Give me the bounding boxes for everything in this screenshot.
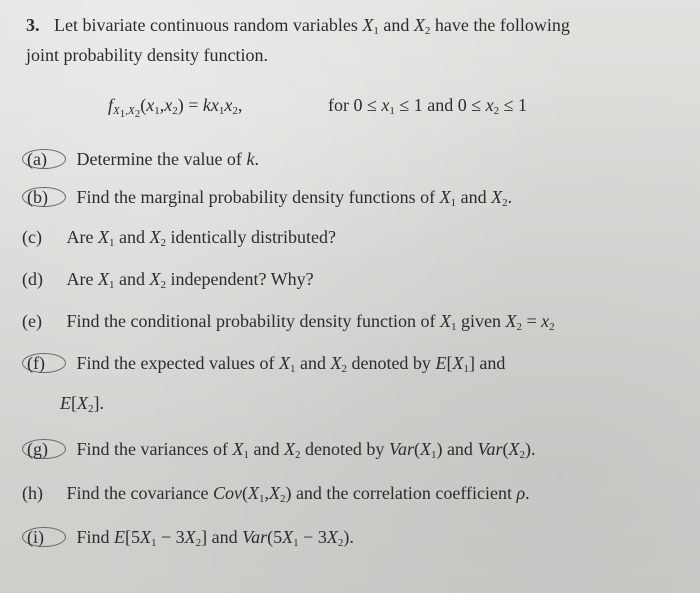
part-h-label: (h): [22, 483, 43, 503]
part-b: (b) Find the marginal probability density functions of $X_1$ and $X_2$.: [22, 186, 512, 214]
part-d-label: (d): [22, 269, 43, 289]
pdf-condition: for $0 \le x_1 \le 1$ and $0 \le x_2 \le 1$: [328, 95, 528, 117]
part-i: (i) Find $E[5X_1 - 3X_2]$ and $Var(5X_1 - 3X_2)$.: [22, 526, 354, 554]
part-f: (f) Find the expected values of $X_1$ and $X_2$ denoted by $E[X_1]$ and: [22, 352, 505, 380]
part-g: (g) Find the variances of $X_1$ and $X_2$ denoted by $Var(X_1)$ and $Var(X_2)$.: [22, 438, 535, 466]
pdf-formula: $f_{X_1,X_2}(x_1,x_2) = kx_1x_2$,: [108, 95, 243, 120]
part-e: (e) Find the conditional probability density function of $X_1$ given $X_2 = x_2$: [22, 311, 555, 333]
part-a: (a) Determine the value of k.: [22, 148, 259, 170]
part-c: (c) Are $X_1$ and $X_2$ identically distributed?: [22, 227, 336, 249]
problem-intro-line-1: 3. Let bivariate continuous random variables $X_1$ and $X_2$ have the following: [26, 15, 570, 37]
part-f-continued: $E[X_2]$.: [60, 393, 104, 415]
part-b-label: (b): [22, 187, 66, 207]
part-e-label: (e): [22, 311, 42, 331]
part-h: (h) Find the covariance $Cov(X_1,X_2)$ and the correlation coefficient ρ.: [22, 483, 530, 505]
problem-number: 3.: [26, 15, 40, 35]
part-g-label: (g): [22, 439, 66, 459]
part-d: (d) Are $X_1$ and $X_2$ independent? Why?: [22, 269, 314, 291]
part-a-label: (a): [22, 149, 66, 169]
problem-intro-line-2: joint probability density function.: [26, 45, 268, 65]
part-c-label: (c): [22, 227, 42, 247]
part-i-label: (i): [22, 527, 66, 547]
part-f-label: (f): [22, 353, 66, 373]
